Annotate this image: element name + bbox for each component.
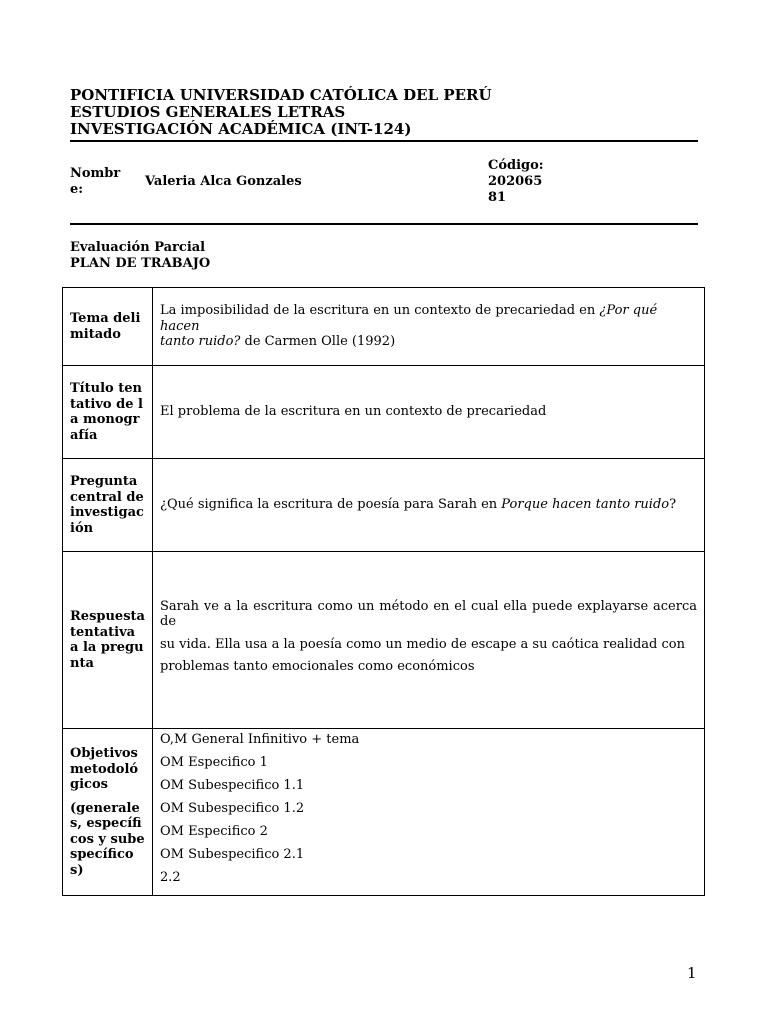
tema-book-title-cont: tanto ruido?: [160, 334, 241, 350]
code-value-line2: 81: [488, 190, 507, 205]
list-item: O,M General Infinitivo + tema: [160, 731, 360, 747]
question-book-title: Porque hacen tanto ruido: [501, 497, 670, 513]
row-label: Respuesta tentativa a la pregunta: [63, 552, 153, 729]
row-content: El problema de la escritura en un contexto de precariedad: [153, 366, 705, 459]
student-code: [488, 158, 544, 206]
row-label: Tema delimitado: [63, 288, 153, 366]
answer-paragraph: su vida. Ella usa a la poesía como un medio de escape a su caótica realidad con: [160, 636, 685, 652]
name-label-line2: e:: [70, 182, 84, 197]
table-row-tema: [63, 288, 705, 366]
document-header: [70, 87, 698, 138]
tema-book-title: ¿Por qué hacen: [160, 303, 658, 334]
evaluation-title: [70, 240, 210, 272]
row-content: [153, 288, 705, 366]
list-item: OM Subespecifico 1.2: [160, 800, 305, 816]
student-name: Valeria Alca Gonzales: [145, 174, 302, 189]
university-name: PONTIFICIA UNIVERSIDAD CATÓLICA DEL PERÚ: [70, 86, 492, 104]
tema-text: La imposibilidad de la escritura en un contexto de precariedad en: [160, 303, 600, 319]
table-row-titulo: [63, 366, 705, 459]
name-label-line1: Nombr: [70, 166, 121, 181]
list-item: OM Subespecifico 2.1: [160, 846, 305, 862]
row-content: [153, 459, 705, 552]
list-item: OM Subespecifico 1.1: [160, 777, 305, 793]
faculty-name: ESTUDIOS GENERALES LETRAS: [70, 103, 346, 121]
answer-paragraph: problemas tanto emocionales como económicos: [160, 659, 475, 674]
course-name: INVESTIGACIÓN ACADÉMICA (INT-124): [70, 120, 412, 138]
evaluation-type: Evaluación Parcial: [70, 240, 206, 255]
code-label: Código:: [488, 158, 544, 173]
row-content: [153, 552, 705, 729]
header-divider: [70, 140, 698, 142]
list-item: 2.2: [160, 869, 181, 885]
row-content: [153, 729, 705, 896]
row-label: Título tentativo de la monografía: [63, 366, 153, 459]
list-item: OM Especifico 1: [160, 754, 268, 770]
table-row-pregunta: [63, 459, 705, 552]
table-row-respuesta: [63, 552, 705, 729]
question-mark: ?: [669, 497, 677, 513]
question-text: ¿Qué significa la escritura de poesía para Sarah en: [160, 497, 502, 513]
work-plan-table: [62, 287, 705, 896]
objectives-note: (generales, específicos y subespecíficos): [70, 800, 145, 878]
tema-author: de Carmen Olle (1992): [240, 334, 396, 350]
plan-title: PLAN DE TRABAJO: [70, 256, 211, 271]
row-label: [63, 729, 153, 896]
answer-paragraph: Sarah ve a la escritura como un método en el cual ella puede explayarse acerca de: [160, 598, 697, 629]
student-divider: [70, 223, 698, 225]
list-item: OM Especifico 2: [160, 823, 268, 839]
code-value-line1: 202065: [488, 174, 543, 189]
table-row-objetivos: [63, 729, 705, 896]
row-label: Pregunta central de investigación: [63, 459, 153, 552]
objectives-label: Objetivos metodológicos: [70, 746, 139, 792]
name-label: [70, 166, 120, 198]
page-number: 1: [687, 964, 697, 982]
